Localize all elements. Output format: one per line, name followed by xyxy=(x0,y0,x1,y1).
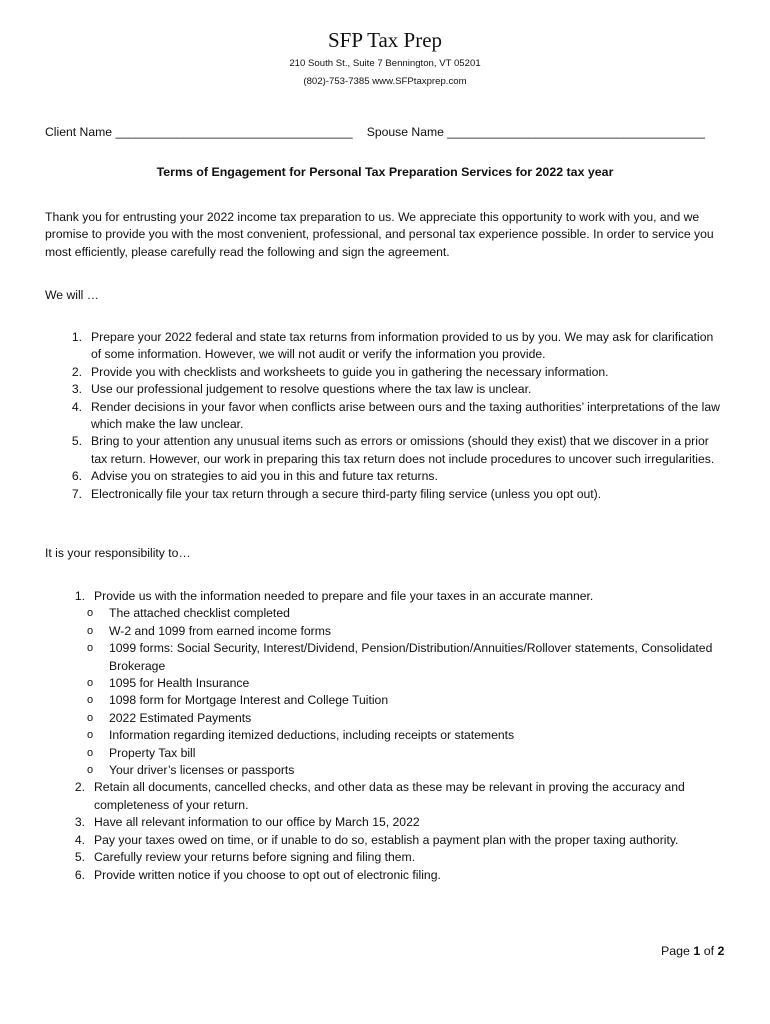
list-item xyxy=(65,814,725,831)
item-number: 1. xyxy=(71,330,82,344)
sublist-item xyxy=(65,727,725,744)
item-number: 6. xyxy=(71,469,82,484)
item-text: Provide you with checklists and worksheets to guide you in gathering the necessary information. xyxy=(91,364,609,379)
bullet-marker: o xyxy=(87,711,94,724)
bullet-marker: o xyxy=(87,624,94,637)
item-number: 2. xyxy=(71,364,82,379)
item-text: Advise you on strategies to aid you in this and future tax returns. xyxy=(91,469,438,484)
sublist-text: 1099 forms: Social Security, Interest/Dividend, Pension/Distribution/Annuities/Rollover statements, Consolidated Brokerage xyxy=(109,641,713,673)
sublist-text: Information regarding itemized deductions, including receipts or statements xyxy=(109,728,515,743)
item-number: 5. xyxy=(71,434,82,449)
firm-contact: (802)-753-7385 www.SFPtaxprep.com xyxy=(303,76,467,87)
list-item xyxy=(65,867,725,884)
list-item xyxy=(65,588,725,779)
item-number: 2. xyxy=(74,780,85,795)
sublist-item xyxy=(65,640,725,675)
responsibility-list xyxy=(65,588,725,884)
list-item xyxy=(65,779,725,814)
item-number: 4. xyxy=(74,832,85,847)
name-fields xyxy=(45,124,705,141)
item-number: 5. xyxy=(74,850,85,865)
bullet-marker: o xyxy=(87,764,94,777)
sublist-item xyxy=(65,692,725,709)
firm-address: 210 South St., Suite 7 Bennington, VT 05201 xyxy=(289,58,481,69)
item-text: Provide us with the information needed to prepare and file your taxes in an accurate manner. xyxy=(94,589,594,603)
client-name-field: Client Name ___________________________________ xyxy=(45,125,353,139)
of-word: of xyxy=(700,944,718,958)
item-text: Render decisions in your favor when conflicts arise between ours and the taxing authorities’ interpretations of the law which make the law unclear. xyxy=(91,399,720,432)
item-text: Pay your taxes owed on time, or if unable to do so, establish a payment plan with the proper taxing authority. xyxy=(94,832,679,847)
spouse-name-field: Spouse Name ______________________________________ xyxy=(366,125,705,139)
list-item xyxy=(65,849,725,866)
list-item xyxy=(62,399,722,434)
sublist-item xyxy=(65,623,725,640)
we-will-label: We will … xyxy=(45,288,99,302)
item-text: Bring to your attention any unusual items such as errors or omissions (should they exist) that we discover in a prior tax return. However, our work in preparing this tax return does not include procedures to uncover such irregularities. xyxy=(91,434,715,466)
sublist-item xyxy=(65,745,725,762)
bullet-marker: o xyxy=(87,642,94,655)
item-number: 3. xyxy=(71,382,82,397)
bullet-marker: o xyxy=(87,729,94,742)
list-item xyxy=(62,486,722,503)
firm-name: SFP Tax Prep xyxy=(327,28,443,52)
intro-paragraph: Thank you for entrusting your 2022 income tax preparation to us. We appreciate this opportunity to work with you, and we promise to provide you with the most convenient, professional, and personal tax experience possible. In order to service you most efficiently, please carefully read the following and sign the agreement. xyxy=(45,210,714,259)
item-text: Have all relevant information to our office by March 15, 2022 xyxy=(94,815,420,830)
we-will-list xyxy=(62,329,722,503)
bullet-marker: o xyxy=(87,677,94,690)
sublist-text: 2022 Estimated Payments xyxy=(109,710,252,725)
sublist-text: 1098 form for Mortgage Interest and College Tuition xyxy=(109,693,389,708)
item-text: Retain all documents, cancelled checks, and other data as these may be relevant in proving the accuracy and completeness of your return. xyxy=(94,780,685,812)
document-checklist xyxy=(65,605,725,779)
item-text: Carefully review your returns before signing and filing them. xyxy=(94,850,416,865)
list-item xyxy=(62,468,722,485)
sublist-item xyxy=(65,710,725,727)
letterhead xyxy=(0,27,770,91)
item-number: 3. xyxy=(74,815,85,830)
sublist-text: Your driver’s licenses or passports xyxy=(109,763,295,778)
item-text: Provide written notice if you choose to opt out of electronic filing. xyxy=(94,867,441,882)
list-item xyxy=(62,364,722,381)
sublist-text: W-2 and 1099 from earned income forms xyxy=(109,623,331,638)
responsibility-label: It is your responsibility to… xyxy=(45,546,191,560)
document-title: Terms of Engagement for Personal Tax Preparation Services for 2022 tax year xyxy=(156,165,614,179)
bullet-marker: o xyxy=(87,694,94,707)
list-item xyxy=(62,433,722,468)
item-text: Use our professional judgement to resolve questions where the tax law is unclear. xyxy=(91,382,532,397)
list-item xyxy=(62,329,722,364)
item-text: Electronically file your tax return through a secure third-party filing service (unless you opt out). xyxy=(91,486,602,501)
sublist-text: Property Tax bill xyxy=(109,745,196,760)
item-text: Prepare your 2022 federal and state tax returns from information provided to us by you. We may ask for clarification of some information. However, we will not audit or verify the information you provide. xyxy=(91,330,714,362)
sublist-text: The attached checklist completed xyxy=(109,606,290,621)
item-number: 6. xyxy=(74,867,85,882)
list-item xyxy=(65,832,725,849)
sublist-item xyxy=(65,762,725,779)
sublist-item xyxy=(65,605,725,622)
page-current: 1 xyxy=(693,944,701,958)
bullet-marker: o xyxy=(87,607,94,620)
page-number xyxy=(661,943,724,960)
sublist-item xyxy=(65,675,725,692)
item-number: 4. xyxy=(71,399,82,414)
item-number: 7. xyxy=(71,486,82,501)
sublist-text: 1095 for Health Insurance xyxy=(109,676,250,691)
item-number: 1. xyxy=(74,589,85,603)
page-word: Page xyxy=(661,944,694,958)
bullet-marker: o xyxy=(87,746,94,759)
list-item xyxy=(62,381,722,398)
page-total: 2 xyxy=(717,944,725,958)
